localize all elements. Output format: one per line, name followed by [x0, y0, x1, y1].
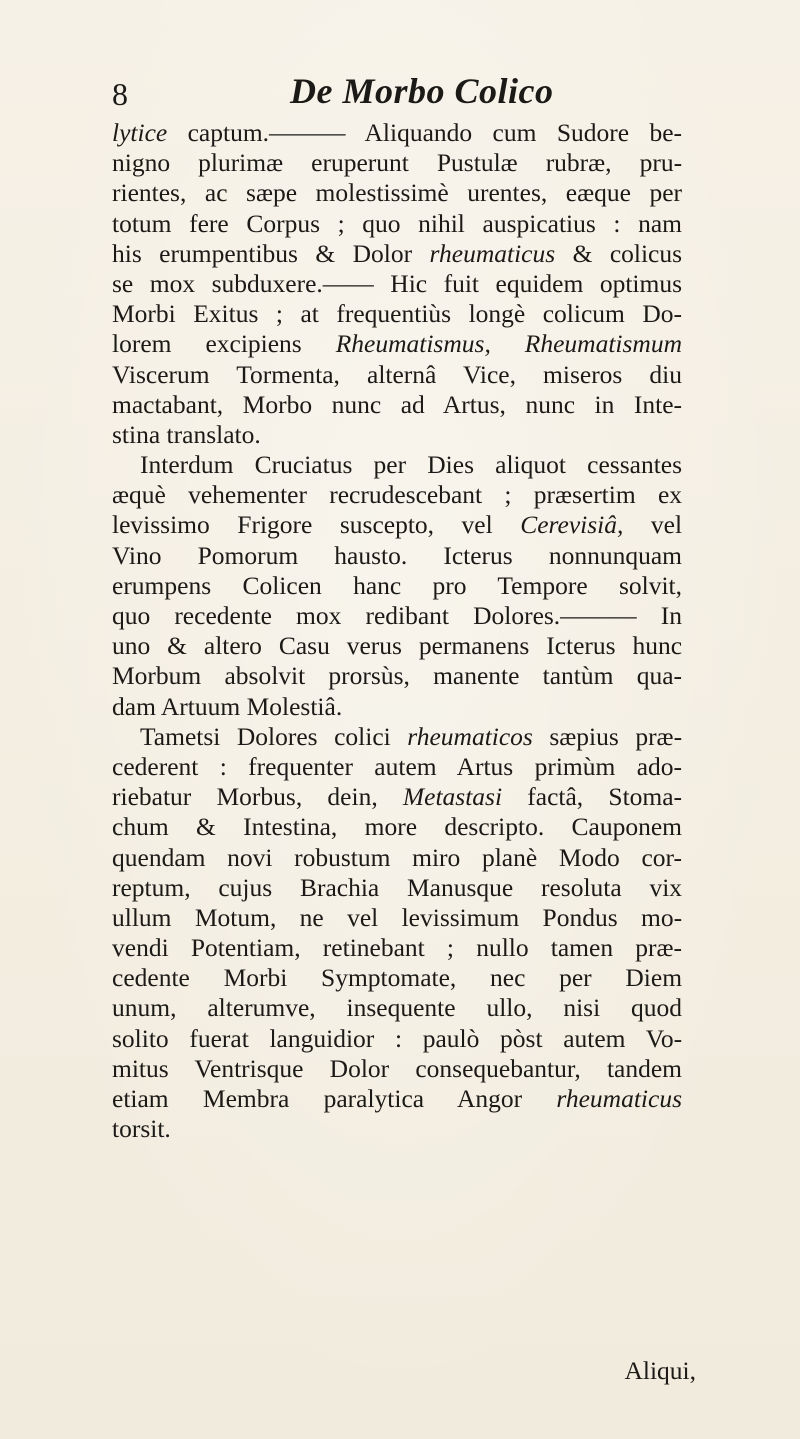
running-head: De Morbo Colico — [290, 71, 554, 111]
text-line: etiam Membra paralytica Angor rheumaticus — [112, 1084, 682, 1113]
catchword: Aliqui, — [624, 1356, 696, 1385]
text-line: lorem excipiens Rheumatismus, Rheumatismum — [112, 329, 683, 359]
text-line: stina translato. — [112, 419, 261, 449]
text-line: quo recedente mox redibant Dolores.——— In — [112, 601, 682, 630]
text-line: ullum Motum, ne vel levissimum Pondus mo- — [112, 902, 683, 932]
text-line: se mox subduxere.—— Hic fuit equidem optimus — [112, 268, 683, 298]
text-line: erumpens Colicen hanc pro Tempore solvit, — [112, 570, 683, 600]
text-line: Morbi Exitus ; at frequentiùs longè colicum Do- — [112, 299, 682, 329]
text-line: cedente Morbi Symptomate, nec per Diem — [112, 963, 683, 993]
text-line: lytice captum.——— Aliquando cum Sudore be- — [112, 118, 682, 147]
text-line: dam Artuum Molestiâ. — [112, 691, 343, 721]
text-line: mitus Ventrisque Dolor consequebantur, tandem — [112, 1053, 682, 1083]
text-line: Tametsi Dolores colici rheumaticos sæpius præ- — [140, 721, 683, 751]
text-line: mactabant, Morbo nunc ad Artus, nunc in Inte- — [112, 389, 683, 419]
text-line: vendi Potentiam, retinebant ; nullo tamen præ- — [112, 933, 683, 963]
text-line: Viscerum Tormenta, alternâ Vice, miseros diu — [112, 359, 683, 389]
text-line: uno & altero Casu verus permanens Icterus hunc — [112, 631, 683, 661]
text-line: reptum, cujus Brachia Manusque resoluta vix — [112, 872, 683, 902]
text-line: chum & Intestina, more descripto. Cauponem — [112, 812, 682, 842]
text-line: solito fuerat languidior : paulò pòst autem Vo- — [112, 1023, 683, 1053]
text-line: Vino Pomorum hausto. Icterus nonnunquam — [112, 540, 682, 570]
text-line: æquè vehementer recrudescebant ; præsertim ex — [112, 480, 683, 510]
text-line: unum, alterumve, insequente ullo, nisi quod — [112, 993, 683, 1023]
text-line: torsit. — [112, 1114, 171, 1144]
text-line: his erumpentibus & Dolor rheumaticus & colicus — [112, 238, 683, 268]
body-text — [112, 118, 682, 1144]
text-line: levissimo Frigore suscepto, vel Cerevisiâ, vel — [112, 510, 683, 540]
text-line: Interdum Cruciatus per Dies aliquot cessantes — [140, 450, 683, 480]
page-number: 8 — [112, 76, 128, 112]
text-line: Morbum absolvit prorsùs, manente tantùm qua- — [112, 661, 682, 691]
text-line: totum fere Corpus ; quo nihil auspicatius : nam — [112, 208, 682, 238]
text-line: quendam novi robustum miro planè Modo cor- — [112, 842, 682, 872]
text-line: riebatur Morbus, dein, Metastasi factâ, Stoma- — [112, 782, 683, 812]
text-line: nigno plurimæ eruperunt Pustulæ rubræ, pru- — [112, 148, 683, 178]
text-line: cederent : frequenter autem Artus primùm ado- — [112, 751, 683, 781]
page-header — [112, 70, 672, 120]
text-line: rientes, ac sæpe molestissimè urentes, eæque per — [112, 178, 682, 208]
